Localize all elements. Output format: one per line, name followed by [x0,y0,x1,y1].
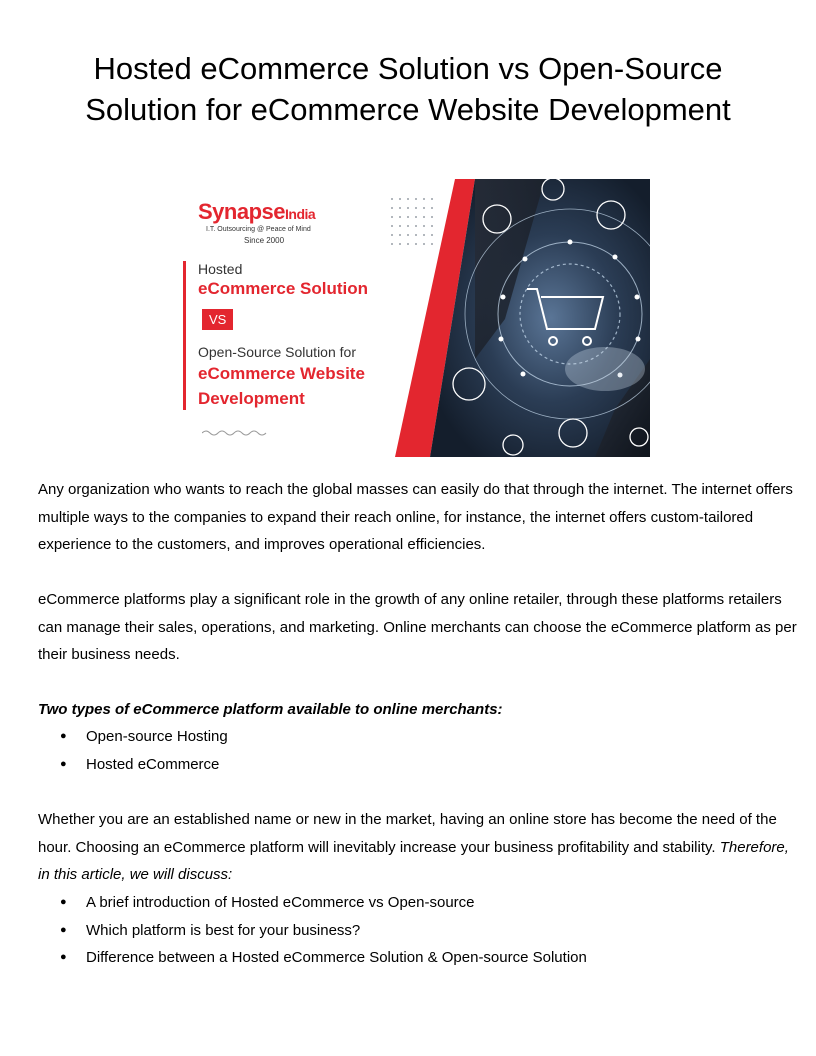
banner-image [175,179,650,457]
banner-ecommerce-website: eCommerce Website [198,364,365,383]
brand-suffix: India [285,206,316,222]
title-line-1: Hosted eCommerce Solution vs Open-Source [93,51,723,86]
banner-hosted: Hosted [198,261,243,277]
discussion-text: Whether you are an established name or new in the market, having an online store has become the need of the hour. Choosing an eCommerce platform will inevitably increase your business profitability and stability. [38,811,777,856]
squiggle-decoration [202,429,272,437]
banner-ecommerce-solution: eCommerce Solution [198,279,369,298]
discuss-list [38,889,587,972]
discussion-paragraph [38,806,798,889]
synapseindia-logo [198,199,315,245]
brand-since: Since 2000 [244,236,285,245]
discussion-intro: Therefore, in this article, we will discuss: [38,838,789,883]
list-item: ● Which platform is best for your business? [38,917,587,945]
list-item: ● Hosted eCommerce [38,751,228,779]
title-line-2: Solution for eCommerce Website Development [85,92,731,127]
brand-name: Synapse [198,199,285,224]
types-heading: Two types of eCommerce platform available to online merchants: [38,701,503,718]
list-item: ● A brief introduction of Hosted eCommerce vs Open-source [38,889,587,917]
types-list [38,723,228,778]
list-item: ● Open-source Hosting [38,723,228,751]
list-item: ● Difference between a Hosted eCommerce Solution & Open-source Solution [38,944,587,972]
dot-grid [391,198,433,245]
intro-paragraph: Any organization who wants to reach the global masses can easily do that through the internet. The internet offers multiple ways to the companies to expand their reach online, for instance, the internet offers custom-tailored experience to the customers, and improves operational efficiencies. [38,481,793,553]
banner-open-source: Open-Source Solution for [198,344,356,360]
banner-development: Development [198,389,305,408]
banner-vs-badge: VS [202,309,233,330]
brand-tagline: I.T. Outsourcing @ Peace of Mind [206,226,311,233]
platforms-paragraph: eCommerce platforms play a significant role in the growth of any online retailer, through these platforms retailers can manage their sales, operations, and marketing. Online merchants can choose the eCommerce platform as per their business needs. [38,591,797,663]
page-title [40,48,776,130]
banner-headline [183,261,368,410]
